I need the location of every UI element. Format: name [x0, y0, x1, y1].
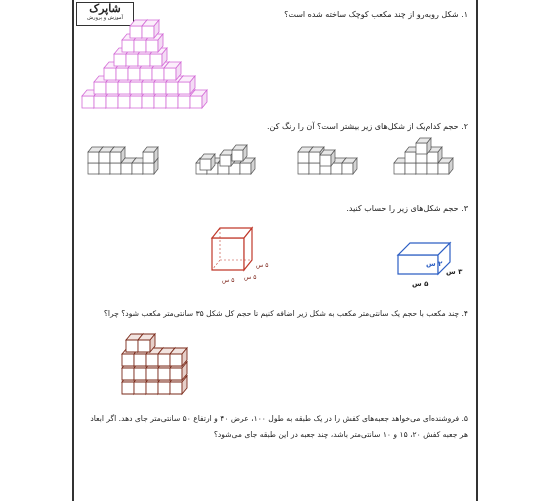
- red-cube-figure: [212, 228, 252, 270]
- box-label-width: ۵ س: [412, 280, 429, 288]
- shape-option-4[interactable]: [394, 138, 453, 174]
- logo-subtitle: آموزش و پرورش: [87, 15, 123, 21]
- shape-option-1[interactable]: [88, 147, 158, 174]
- box-label-depth: ۳ س: [446, 268, 463, 276]
- shape-option-3[interactable]: [298, 147, 357, 174]
- stacked-cubes-figure: [122, 334, 187, 394]
- logo-title: شاپرک: [89, 2, 121, 15]
- box-label-height: ۲ س: [426, 260, 443, 268]
- cube-label-depth: ۵ س: [244, 274, 257, 281]
- question-1: ۱. شکل روبه‌رو از چند مکعب کوچک ساخته شده است؟: [284, 10, 468, 19]
- question-4: ۴. چند مکعب با حجم یک سانتی‌متر مکعب به شکل زیر اضافه کنیم تا حجم کل شکل ۳۵ سانتی‌متر مکعب شود؟ چرا؟: [103, 309, 468, 318]
- shape-option-2[interactable]: [196, 145, 255, 174]
- question-3: ۳. حجم شکل‌های زیر را حساب کنید.: [346, 204, 468, 213]
- question-5-line1: ۵. فروشنده‌ای می‌خواهد جعبه‌های کفش را در یک طبقه به طول ۱۰۰، عرض ۴۰ و ارتفاع ۵۰ سانتی‌متر جای دهد. اگر ابعاد: [90, 414, 468, 423]
- cube-label-width: ۵ س: [222, 277, 235, 284]
- question-5-line2: هر جعبه کفش ۲۰، ۱۵ و ۱۰ سانتی‌متر باشد، چند جعبه در این طبقه جای می‌شود؟: [213, 430, 468, 439]
- cube-label-side: ۵ س: [256, 262, 269, 269]
- pyramid-figure: [82, 20, 207, 108]
- question-2: ۲. حجم کدام‌یک از شکل‌های زیر بیشتر است؟ آن را رنگ کن.: [266, 122, 468, 131]
